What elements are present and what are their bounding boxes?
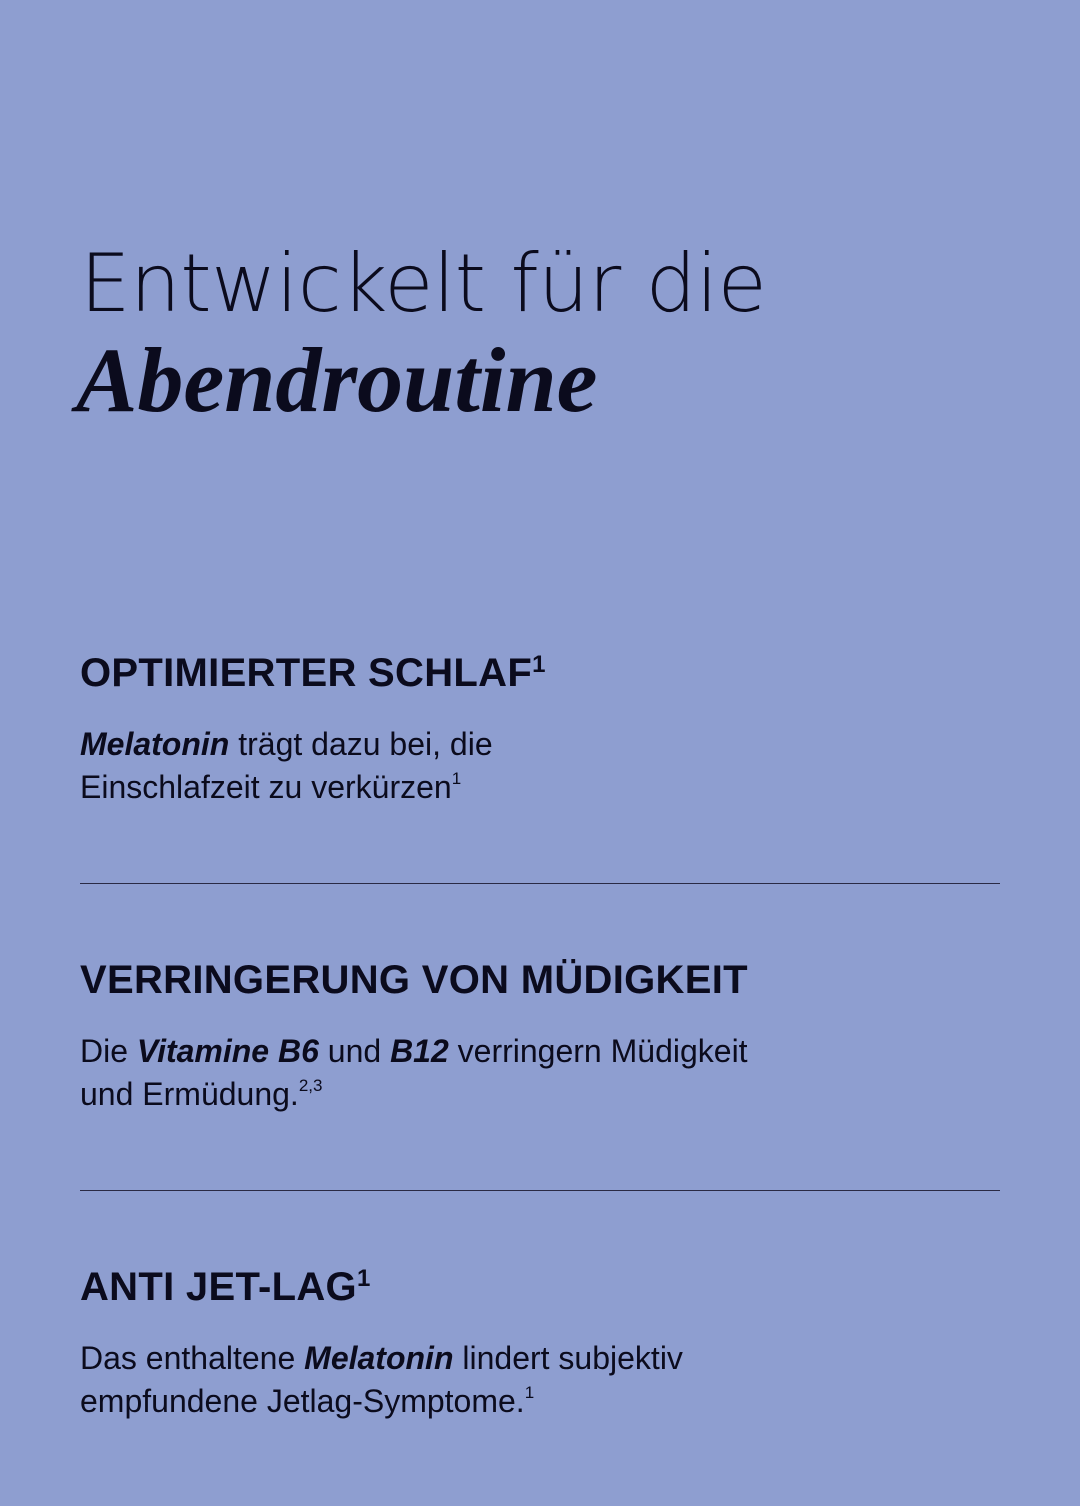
emphasis-text: Melatonin: [80, 726, 230, 762]
description-text: empfundene Jetlag-Symptome.: [80, 1383, 525, 1419]
section-divider: [80, 1190, 1000, 1191]
feature-title-text: VERRINGERUNG VON MÜDIGKEIT: [80, 958, 748, 1002]
feature-description: [80, 723, 1000, 809]
feature-optimized-sleep: [80, 649, 1000, 809]
footnote-marker: 1: [451, 769, 462, 788]
headline-line-1: Entwickelt für die: [80, 237, 767, 330]
description-text: lindert subjektiv: [453, 1340, 683, 1376]
footnote-marker: 2,3: [298, 1076, 323, 1095]
feature-reduced-fatigue: [80, 956, 1000, 1116]
feature-description: [80, 1337, 1000, 1423]
description-text: Einschlafzeit zu verkürzen: [80, 769, 452, 805]
description-text: Das enthaltene: [80, 1340, 305, 1376]
feature-title: [80, 1263, 1000, 1311]
page-headline: [76, 236, 767, 431]
description-text: und: [318, 1033, 391, 1069]
description-text: verringern Müdigkeit: [448, 1033, 748, 1069]
emphasis-text: Vitamine B6: [136, 1033, 319, 1069]
description-text: Die: [80, 1033, 137, 1069]
feature-title: [80, 649, 1000, 697]
section-divider: [80, 883, 1000, 884]
feature-anti-jet-lag: [80, 1263, 1000, 1423]
feature-title-text: ANTI JET-LAG: [80, 1265, 357, 1309]
feature-title: [80, 956, 1000, 1004]
emphasis-text: B12: [390, 1033, 449, 1069]
feature-description: [80, 1030, 1000, 1116]
feature-title-text: OPTIMIERTER SCHLAF: [80, 651, 533, 695]
description-text: trägt dazu bei, die: [229, 726, 493, 762]
emphasis-text: Melatonin: [304, 1340, 454, 1376]
footnote-marker: 1: [524, 1383, 535, 1402]
description-text: und Ermüdung.: [80, 1076, 299, 1112]
footnote-marker: 1: [356, 1265, 371, 1292]
footnote-marker: 1: [532, 651, 546, 678]
headline-line-2: Abendroutine: [76, 329, 598, 431]
